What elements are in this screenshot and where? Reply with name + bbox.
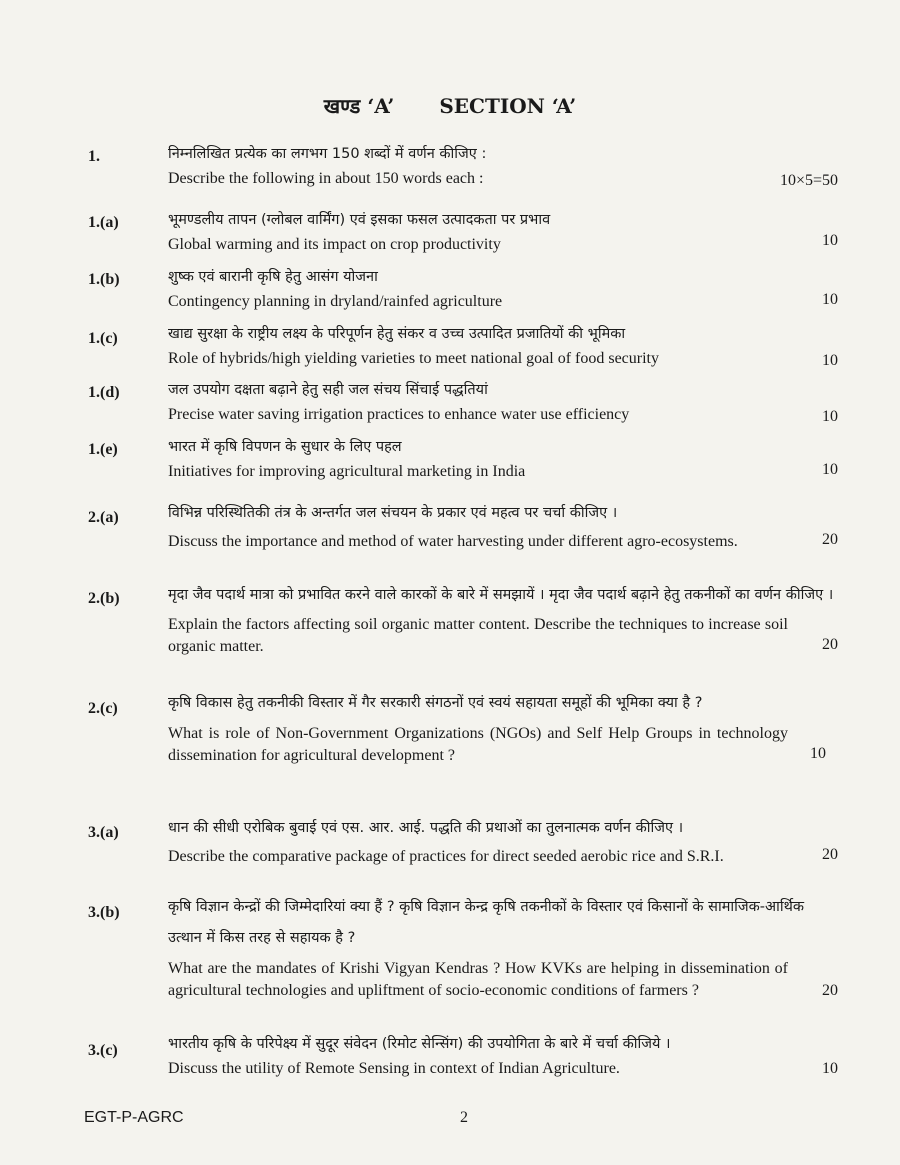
question-marks: 20 <box>822 531 838 548</box>
section-heading-hindi: खण्ड ‘A’ <box>323 94 395 118</box>
question-text-english: Explain the factors affecting soil organic matter content. Describe the techniques to increase soil organic matter. <box>168 616 788 655</box>
question-text-hindi: भारतीय कृषि के परिपेक्ष्य में सुदूर संवेदन (रिमोट सेन्सिंग) की उपयोगिता के बारे में चर्चा कीजिये । <box>168 1036 671 1052</box>
question-number: 2.(a) <box>88 509 119 526</box>
question-text-english: Global warming and its impact on crop productivity <box>168 236 501 253</box>
question-number: 1.(b) <box>88 271 120 288</box>
question-text-hindi: खाद्य सुरक्षा के राष्ट्रीय लक्ष्य के परिपूर्णन हेतु संकर व उच्च उत्पादित प्रजातियों की भूमिका <box>168 326 626 342</box>
question-text-english: Contingency planning in dryland/rainfed agriculture <box>168 293 503 310</box>
question-text-english: What is role of Non-Government Organizations (NGOs) and Self Help Groups in technology dissemination for agricultural development ? <box>168 725 788 764</box>
question-marks: 10 <box>822 352 838 369</box>
question-text-english: Discuss the utility of Remote Sensing in context of Indian Agriculture. <box>168 1060 620 1077</box>
question-number: 1.(c) <box>88 330 118 347</box>
question-text-hindi: कृषि विज्ञान केन्द्रों की जिम्मेदारियां क्या हैं ? कृषि विज्ञान केन्द्र कृषि तकनीकों के विस्तार एवं किसानों के सामाजिक-आर्थिक उत्थान में किस तरह से सहायक है ? <box>168 899 804 946</box>
question-text-english: Initiatives for improving agricultural marketing in India <box>168 463 526 480</box>
question-text-hindi: जल उपयोग दक्षता बढ़ाने हेतु सही जल संचय सिंचाई पद्धतियां <box>168 382 488 398</box>
question-text-english: Precise water saving irrigation practices to enhance water use efficiency <box>168 406 630 423</box>
question-marks: 10 <box>822 232 838 249</box>
section-heading-english: SECTION ‘A’ <box>439 94 577 118</box>
question-marks: 20 <box>822 846 838 863</box>
question-number: 3.(b) <box>88 904 120 921</box>
question-number: 3.(a) <box>88 824 119 841</box>
question-number: 1.(a) <box>88 214 119 231</box>
question-text-hindi: धान की सीधी एरोबिक बुवाई एवं एस. आर. आई. पद्धति की प्रथाओं का तुलनात्मक वर्णन कीजिए । <box>168 820 684 836</box>
question-text-hindi: विभिन्न परिस्थितिकी तंत्र के अन्तर्गत जल संचयन के प्रकार एवं महत्व पर चर्चा कीजिए । <box>168 505 618 521</box>
question-text-english: Discuss the importance and method of water harvesting under different agro-ecosystems. <box>168 533 738 550</box>
question-marks: 10 <box>822 461 838 478</box>
question-marks: 10 <box>810 745 826 762</box>
question-text-english: Describe the comparative package of practices for direct seeded aerobic rice and S.R.I. <box>168 848 724 865</box>
question-text-english: Role of hybrids/high yielding varieties to meet national goal of food security <box>168 350 659 367</box>
question-text-english: What are the mandates of Krishi Vigyan Kendras ? How KVKs are helping in dissemination of agricultural technologies and upliftment of socio-economic conditions of farmers ? <box>168 960 788 999</box>
question-text-hindi: कृषि विकास हेतु तकनीकी विस्तार में गैर सरकारी संगठनों एवं स्वयं सहायता समूहों की भूमिका क्या है ? <box>168 695 703 711</box>
question-marks: 10 <box>822 408 838 425</box>
question-number: 3.(c) <box>88 1042 118 1059</box>
question-number: 2.(b) <box>88 590 120 607</box>
question-marks: 10 <box>822 291 838 308</box>
question-marks: 20 <box>822 982 838 999</box>
question-number: 1. <box>88 148 100 165</box>
question-marks: 10×5=50 <box>779 172 838 189</box>
page-number: 2 <box>460 1109 468 1126</box>
question-text-hindi: भारत में कृषि विपणन के सुधार के लिए पहल <box>168 439 402 455</box>
question-text-hindi: निम्नलिखित प्रत्येक का लगभग 150 शब्दों में वर्णन कीजिए : <box>168 146 487 162</box>
question-text-english: Describe the following in about 150 words each : <box>168 170 484 187</box>
paper-code: EGT-P-AGRC <box>84 1109 184 1126</box>
question-text-hindi: भूमण्डलीय तापन (ग्लोबल वार्मिंग) एवं इसका फसल उत्पादकता पर प्रभाव <box>168 212 551 228</box>
question-marks: 10 <box>822 1060 838 1077</box>
question-marks: 20 <box>822 636 838 653</box>
question-number: 2.(c) <box>88 700 118 717</box>
question-text-hindi: मृदा जैव पदार्थ मात्रा को प्रभावित करने वाले कारकों के बारे में समझायें । मृदा जैव पदार्थ बढ़ाने हेतु तकनीकों का वर्णन कीजिए । <box>168 587 834 603</box>
section-heading <box>0 92 900 119</box>
question-number: 1.(e) <box>88 441 118 458</box>
question-text-hindi: शुष्क एवं बारानी कृषि हेतु आसंग योजना <box>168 269 378 285</box>
question-number: 1.(d) <box>88 384 120 401</box>
